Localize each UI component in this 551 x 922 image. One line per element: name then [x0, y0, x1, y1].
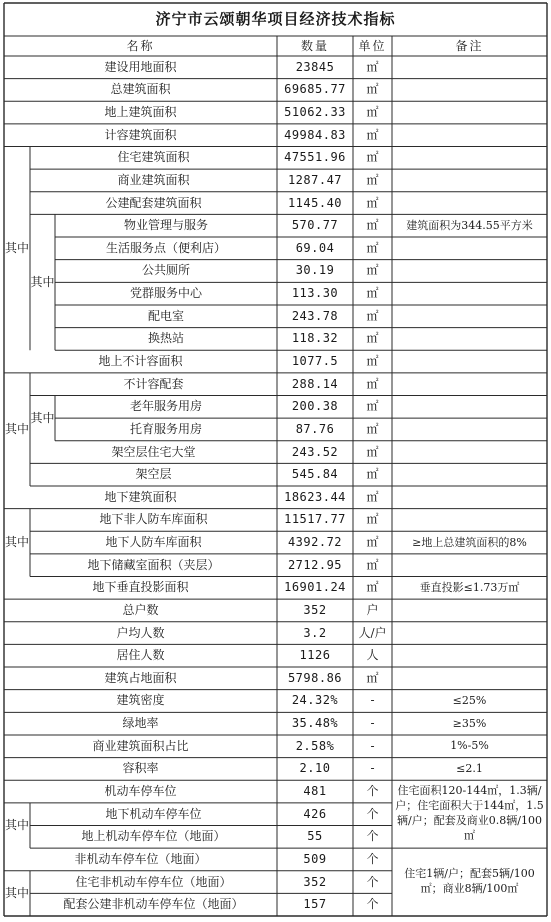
row-unit [353, 622, 392, 645]
row-value [277, 237, 353, 260]
group-label [4, 871, 30, 916]
header-unit [353, 36, 392, 56]
row-note [392, 690, 547, 713]
row-unit [353, 463, 392, 486]
row-note [392, 712, 547, 735]
row-name [4, 735, 277, 758]
group-label [4, 373, 30, 486]
row-value [277, 192, 353, 215]
row-value-text: 69685.77 [284, 82, 346, 97]
row-name-text: 住宅建筑面积 [117, 150, 190, 165]
row-name [4, 644, 277, 667]
row-unit [353, 260, 392, 283]
row-note [392, 214, 547, 237]
row-name-text: 换热站 [147, 331, 184, 346]
row-unit [353, 373, 392, 396]
row-unit-text: 个 [366, 874, 379, 889]
row-note [392, 486, 547, 509]
row-name-text: 商业建筑面积 [117, 172, 190, 187]
row-name-text: 地上建筑面积 [104, 105, 177, 120]
row-value [277, 395, 353, 418]
row-note-merged [392, 848, 547, 916]
row-unit [353, 237, 392, 260]
row-unit-text: ㎡ [366, 331, 379, 346]
table-title-text: 济宁市云颂朝华项目经济技术指标 [155, 10, 396, 29]
row-note [392, 260, 547, 283]
row-unit-text: ㎡ [366, 286, 379, 301]
row-note [392, 328, 547, 351]
row-unit-text: ㎡ [366, 535, 379, 550]
row-unit [353, 305, 392, 328]
row-value-text: 509 [303, 851, 327, 866]
row-note-text: ≥35% [452, 716, 487, 730]
row-name [4, 667, 277, 690]
row-unit-text: ㎡ [366, 670, 379, 685]
row-name-text: 公共厕所 [141, 263, 190, 278]
row-name [30, 373, 277, 396]
row-value [277, 305, 353, 328]
row-unit [353, 712, 392, 735]
row-unit [353, 780, 392, 803]
row-name-text: 老年服务用房 [129, 399, 202, 414]
row-unit-text: ㎡ [366, 218, 379, 233]
row-name-text: 计容建筑面积 [104, 127, 177, 142]
row-note [392, 305, 547, 328]
row-value-text: 1126 [299, 648, 331, 663]
row-value-text: 1077.5 [291, 354, 339, 369]
row-note [392, 622, 547, 645]
row-unit [353, 79, 392, 102]
row-name [55, 282, 277, 305]
row-note [392, 509, 547, 532]
row-value [277, 599, 353, 622]
row-name [30, 531, 277, 554]
row-name [4, 56, 277, 79]
row-unit-text: ㎡ [366, 354, 379, 369]
row-name [55, 260, 277, 283]
row-note [392, 735, 547, 758]
row-name [4, 486, 277, 509]
row-value [277, 735, 353, 758]
row-name [4, 758, 277, 781]
row-unit [353, 328, 392, 351]
row-unit [353, 577, 392, 600]
row-unit [353, 667, 392, 690]
row-value-text: 288.14 [291, 376, 339, 391]
row-value-text: 51062.33 [284, 105, 346, 120]
row-unit-text: ㎡ [366, 376, 379, 391]
row-note-merged [392, 780, 547, 848]
row-unit [353, 282, 392, 305]
row-name-text: 地下非人防车库面积 [99, 512, 208, 527]
row-note [392, 350, 547, 373]
row-value [277, 644, 353, 667]
row-unit [353, 735, 392, 758]
group-label-text: 其中 [4, 421, 29, 436]
row-note [392, 79, 547, 102]
row-value-text: 47551.96 [284, 150, 346, 165]
row-name [4, 101, 277, 124]
row-value [277, 690, 353, 713]
row-name [55, 237, 277, 260]
row-value [277, 667, 353, 690]
header-unit-text: 单位 [358, 38, 387, 53]
row-name [30, 192, 277, 215]
row-value-text: 157 [303, 897, 327, 912]
row-unit-text: ㎡ [366, 195, 379, 210]
row-name [4, 79, 277, 102]
row-value-text: 4392.72 [287, 535, 343, 550]
row-value [277, 418, 353, 441]
row-value-text: 545.84 [291, 467, 339, 482]
row-unit-text: 个 [366, 784, 379, 799]
row-name [30, 893, 277, 916]
row-name-text: 托育服务用房 [129, 421, 202, 436]
row-unit-text: ㎡ [366, 444, 379, 459]
row-name [30, 803, 277, 826]
row-unit-text: ㎡ [366, 399, 379, 414]
row-name-text: 架空层 [135, 467, 172, 482]
header-note-text: 备注 [455, 38, 484, 53]
row-note [392, 418, 547, 441]
row-value [277, 124, 353, 147]
row-note [392, 56, 547, 79]
row-name-text: 非机动车停车位（地面） [74, 851, 207, 866]
row-name [4, 599, 277, 622]
row-name [4, 848, 277, 871]
row-unit [353, 690, 392, 713]
row-value-text: 481 [303, 784, 327, 799]
row-value [277, 169, 353, 192]
row-note-text: 建筑面积为344.55平方米 [406, 218, 533, 232]
row-value-text: 352 [303, 602, 327, 617]
row-value [277, 848, 353, 871]
row-name-text: 地下建筑面积 [104, 489, 177, 504]
row-value-text: 1145.40 [287, 195, 343, 210]
row-name [30, 169, 277, 192]
row-note [392, 237, 547, 260]
row-value-text: 570.77 [291, 218, 339, 233]
row-note [392, 554, 547, 577]
group-label [4, 147, 30, 351]
row-value [277, 214, 353, 237]
row-name [55, 305, 277, 328]
row-name-text: 绿地率 [122, 716, 159, 731]
group-label [4, 803, 30, 848]
row-unit-text: ㎡ [366, 467, 379, 482]
row-unit [353, 871, 392, 894]
row-value-text: 55 [307, 829, 323, 844]
row-unit-text: 户 [366, 602, 379, 617]
row-value-text: 118.32 [291, 331, 339, 346]
row-name-text: 居住人数 [116, 648, 165, 663]
row-note-text: 1%-5% [450, 739, 489, 753]
row-unit [353, 395, 392, 418]
header-note [392, 36, 547, 56]
row-value-text: 200.38 [291, 399, 339, 414]
row-value [277, 825, 353, 848]
row-name-text: 公建配套建筑面积 [105, 195, 202, 210]
row-name [4, 622, 277, 645]
row-name-text: 户均人数 [116, 625, 165, 640]
row-value [277, 803, 353, 826]
group-label-text: 其中 [4, 535, 29, 550]
row-unit-text: 人/户 [358, 625, 387, 640]
row-name-text: 容积率 [122, 761, 159, 776]
row-value [277, 486, 353, 509]
row-note [392, 577, 547, 600]
row-name [4, 690, 277, 713]
row-value [277, 463, 353, 486]
row-name [30, 509, 277, 532]
row-unit-text: ㎡ [366, 308, 379, 323]
row-unit-text: - [370, 716, 375, 731]
row-name-text: 地下人防车库面积 [105, 535, 202, 550]
row-unit [353, 124, 392, 147]
row-name-text: 地下机动车停车位 [105, 806, 202, 821]
row-note [392, 124, 547, 147]
row-name-text: 机动车停车位 [104, 784, 177, 799]
row-value [277, 79, 353, 102]
row-name-text: 商业建筑面积占比 [92, 738, 189, 753]
row-name [55, 395, 277, 418]
row-unit [353, 893, 392, 916]
row-unit-text: ㎡ [366, 82, 379, 97]
row-unit [353, 350, 392, 373]
row-value [277, 871, 353, 894]
row-name-text: 配电室 [147, 308, 184, 323]
row-note-text: ≤25% [452, 694, 487, 708]
row-name [4, 780, 277, 803]
row-unit [353, 803, 392, 826]
row-value [277, 441, 353, 464]
group-label [30, 395, 55, 440]
row-name-text: 建筑占地面积 [104, 670, 177, 685]
row-value-text: 11517.77 [284, 512, 346, 527]
row-note [392, 599, 547, 622]
row-value [277, 373, 353, 396]
group-label [30, 214, 55, 350]
row-name [4, 712, 277, 735]
row-unit-text: 个 [366, 851, 379, 866]
group-label-text: 其中 [4, 240, 29, 255]
row-value [277, 758, 353, 781]
row-note [392, 758, 547, 781]
row-unit [353, 101, 392, 124]
row-name-text: 党群服务中心 [129, 286, 202, 301]
row-unit-text: - [370, 738, 375, 753]
row-unit [353, 848, 392, 871]
row-unit-text: 个 [366, 897, 379, 912]
row-unit-text: ㎡ [366, 489, 379, 504]
row-unit-text: ㎡ [366, 421, 379, 436]
row-name [30, 147, 277, 170]
row-value [277, 147, 353, 170]
row-name-text: 住宅非机动车停车位（地面） [75, 874, 232, 889]
row-value-text: 352 [303, 874, 327, 889]
row-unit [353, 214, 392, 237]
header-value-text: 数量 [300, 38, 329, 53]
row-unit-text: ㎡ [366, 240, 379, 255]
row-name-text: 建设用地面积 [104, 59, 177, 74]
header-value [277, 36, 353, 56]
row-value [277, 328, 353, 351]
row-note-text: 垂直投影≤1.73万㎡ [419, 580, 520, 594]
row-unit-text: ㎡ [366, 105, 379, 120]
row-unit-text: - [370, 693, 375, 708]
row-unit [353, 758, 392, 781]
row-note [392, 395, 547, 418]
row-value [277, 893, 353, 916]
row-note-merged-text: 住宅面积120-144㎡，1.3辆/户；住宅面积大于144㎡，1.5辆/户；配套及商业0.8辆/100㎡ [395, 784, 544, 842]
row-unit-text: ㎡ [366, 150, 379, 165]
row-name [4, 577, 277, 600]
header-name-text: 名称 [126, 38, 155, 53]
row-value [277, 56, 353, 79]
row-unit [353, 825, 392, 848]
row-name-text: 不计容配套 [123, 376, 184, 391]
row-name [55, 214, 277, 237]
group-label-text: 其中 [30, 410, 55, 425]
row-unit-text: ㎡ [366, 263, 379, 278]
row-unit [353, 441, 392, 464]
row-value-text: 24.32% [291, 693, 339, 708]
row-unit-text: ㎡ [366, 512, 379, 527]
row-value [277, 260, 353, 283]
row-name-text: 地下垂直投影面积 [92, 580, 189, 595]
row-unit [353, 554, 392, 577]
row-unit [353, 486, 392, 509]
row-name-text: 配套公建非机动车停车位（地面） [63, 897, 244, 912]
row-name [4, 350, 277, 373]
row-unit-text: 个 [366, 806, 379, 821]
row-name-text: 建筑密度 [116, 693, 165, 708]
row-value [277, 531, 353, 554]
row-note [392, 192, 547, 215]
table-title [4, 3, 547, 36]
row-unit-text: ㎡ [366, 580, 379, 595]
group-label [4, 509, 30, 577]
row-value-text: 243.78 [291, 308, 339, 323]
row-name-text: 地下储藏室面积（夹层） [87, 557, 220, 572]
header-name [4, 36, 277, 56]
row-name-text: 生活服务点（便利店） [105, 240, 226, 255]
row-note-merged-text: 住宅1辆/户；配套5辆/100㎡；商业8辆/100㎡ [404, 867, 535, 896]
row-note [392, 531, 547, 554]
row-unit [353, 192, 392, 215]
row-note [392, 667, 547, 690]
row-unit [353, 509, 392, 532]
row-value [277, 712, 353, 735]
row-name [30, 463, 277, 486]
row-value-text: 49984.83 [284, 127, 346, 142]
row-note [392, 373, 547, 396]
row-name-text: 架空层住宅大堂 [111, 444, 196, 459]
row-value [277, 509, 353, 532]
row-unit [353, 644, 392, 667]
row-unit-text: ㎡ [366, 59, 379, 74]
row-value-text: 3.2 [303, 625, 327, 640]
row-unit-text: 个 [366, 829, 379, 844]
row-unit [353, 147, 392, 170]
row-value [277, 622, 353, 645]
row-unit-text: ㎡ [366, 127, 379, 142]
group-label-text: 其中 [4, 885, 29, 900]
row-value-text: 1287.47 [287, 172, 343, 187]
row-note-text: ≥地上总建筑面积的8% [412, 535, 527, 549]
row-name [55, 418, 277, 441]
row-value [277, 554, 353, 577]
group-label-text: 其中 [4, 817, 29, 832]
row-name [30, 441, 277, 464]
row-name [30, 871, 277, 894]
row-value [277, 577, 353, 600]
row-name-text: 地上机动车停车位（地面） [81, 829, 226, 844]
row-value-text: 16901.24 [284, 580, 346, 595]
row-name-text: 总户数 [122, 602, 159, 617]
row-note [392, 169, 547, 192]
row-unit [353, 418, 392, 441]
row-value-text: 2.58% [295, 738, 335, 753]
row-note [392, 644, 547, 667]
row-name [30, 825, 277, 848]
row-value-text: 35.48% [291, 716, 339, 731]
row-unit [353, 56, 392, 79]
row-value-text: 23845 [295, 59, 335, 74]
row-note [392, 147, 547, 170]
row-name [4, 124, 277, 147]
row-value-text: 2.10 [299, 761, 331, 776]
row-unit-text: ㎡ [366, 172, 379, 187]
row-name [55, 328, 277, 351]
row-value [277, 780, 353, 803]
row-value-text: 2712.95 [287, 557, 343, 572]
row-value [277, 282, 353, 305]
row-value-text: 18623.44 [284, 489, 346, 504]
row-note [392, 282, 547, 305]
row-note [392, 441, 547, 464]
row-unit [353, 169, 392, 192]
row-note [392, 101, 547, 124]
row-note [392, 463, 547, 486]
row-unit-text: - [370, 761, 375, 776]
row-unit [353, 531, 392, 554]
row-value-text: 69.04 [295, 240, 335, 255]
row-name-text: 物业管理与服务 [123, 218, 208, 233]
group-label-text: 其中 [30, 274, 55, 289]
row-name-text: 地上不计容面积 [98, 354, 183, 369]
row-unit-text: ㎡ [366, 557, 379, 572]
row-value [277, 350, 353, 373]
row-note-text: ≤2.1 [456, 762, 483, 776]
row-value [277, 101, 353, 124]
row-value-text: 30.19 [295, 263, 335, 278]
row-unit [353, 599, 392, 622]
row-unit-text: 人 [366, 648, 379, 663]
row-value-text: 426 [303, 806, 327, 821]
row-name [30, 554, 277, 577]
row-value-text: 113.30 [291, 286, 339, 301]
row-value-text: 243.52 [291, 444, 339, 459]
row-value-text: 5798.86 [287, 670, 343, 685]
row-value-text: 87.76 [295, 421, 335, 436]
row-name-text: 总建筑面积 [110, 82, 171, 97]
